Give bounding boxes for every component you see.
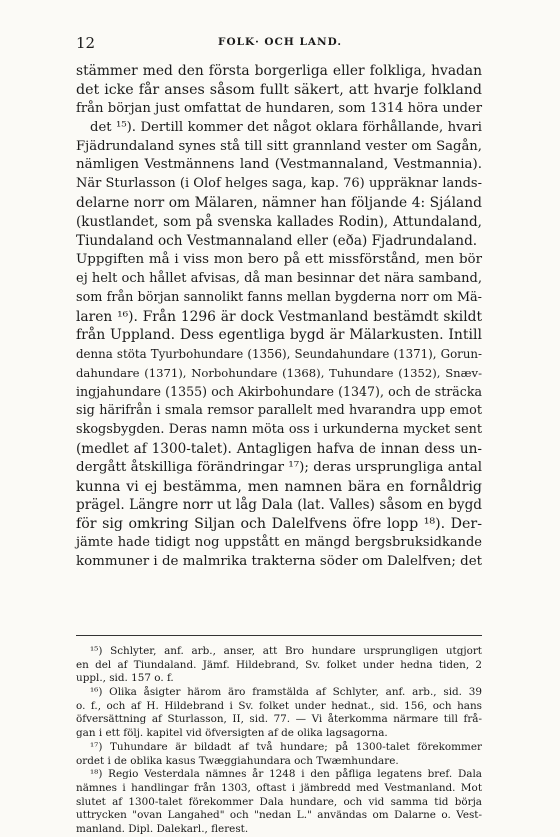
footnote-line: ¹⁷) Tuhundare är bildadt af två hundare; på 1300-talet förekommer	[90, 740, 482, 753]
body-line: (medlet af 1300-talet). Antagligen hafva de innan dess un-	[76, 440, 482, 457]
footnote-line: ¹⁶) Olika åsigter härom äro framstälda af Schlyter, anf. arb., sid. 39	[90, 686, 482, 699]
body-line: som från början sannolikt fanns mellan bygderna norr om Mä-	[76, 289, 482, 305]
body-line: kommuner i de malmrika trakterna söder om Dalelfven; det	[76, 554, 482, 570]
footnote-line: uppl., sid. 157 o. f.	[76, 672, 174, 685]
body-line: dergått åtskilliga förändringar ¹⁷); deras ursprungliga antal	[76, 459, 482, 475]
body-line: ej helt och hållet afvisas, då man besinnar det nära samband,	[76, 270, 482, 286]
footnote-line: slutet af 1300-talet förekommer Dala hundare, och vid samma tid börja	[76, 795, 482, 808]
footnotes	[76, 645, 482, 837]
body-line: skogsbygden. Deras namn möta oss i urkunderna mycket sent	[76, 421, 482, 437]
body-line: sig härifrån i smala remsor parallelt med hvarandra upp emot	[76, 403, 482, 419]
page-header	[76, 34, 484, 56]
body-text	[76, 62, 482, 572]
footnote-line: o. f., och af H. Hildebrand i Sv. folket under hednat., sid. 156, och hans	[76, 699, 482, 712]
body-line: dahundare (1371), Norbohundare (1368), Tuhundare (1352), Snæv-	[76, 366, 482, 381]
body-line: för sig omkring Siljan och Dalelfvens öfre lopp ¹⁸). Der-	[76, 516, 482, 533]
running-head: FOLK· OCH LAND.	[217, 36, 342, 48]
footnote-line: öfversättning af Sturlasson, II, sid. 77. — Vi återkomma närmare till frå-	[76, 713, 482, 726]
footnote-line: gan i ett följ. kapitel vid öfversigten af de olika lagsagorna.	[76, 727, 388, 740]
body-line: laren ¹⁶). Från 1296 är dock Vestmanland bestämdt skildt	[76, 308, 482, 325]
page-number: 12	[76, 34, 96, 52]
body-line: nämligen Vestmännens land (Vestmannaland, Vestmannia).	[76, 157, 482, 173]
body-line: När Sturlasson (i Olof helges saga, kap. 76) uppräknar lands-	[76, 176, 482, 192]
body-line: Uppgiften må i viss mon bero på ett missförstånd, men bör	[76, 251, 482, 267]
body-line: Tiundaland och Vestmannaland eller (eða) Fjadrundaland.	[76, 233, 478, 250]
body-line: delarne norr om Mälaren, nämner han följande 4: Sjáland	[76, 195, 482, 212]
body-line: denna stöta Tyurbohundare (1356), Seundahundare (1371), Gorun-	[76, 347, 482, 362]
footnote-line: manland. Dipl. Dalekarl., flerest.	[76, 822, 249, 835]
body-line: ingjahundare (1355) och Akirbohundare (1347), och de sträcka	[76, 384, 482, 400]
footnote-line: ¹⁵) Schlyter, anf. arb., anser, att Bro hundare ursprungligen utgjort	[90, 645, 482, 657]
body-line: jämte hade tidigt nog uppstått en mängd bergsbruksidkande	[76, 535, 482, 551]
footnote-line: uttrycken "ovan Langahed" och "nedan L." användas om Dalarne o. Vest-	[76, 809, 482, 822]
body-line: (kustlandet, som på svenska kallades Rodin), Attundaland,	[76, 214, 482, 231]
body-line: prägel. Längre norr ut låg Dala (lat. Valles) såsom en bygd	[76, 497, 482, 514]
body-line: Fjädrundaland synes stå till sitt grannland vester om Sagån,	[76, 138, 482, 154]
footnote-line: ¹⁸) Regio Vesterdala nämnes år 1248 i den påfliga legatens bref. Dala	[90, 768, 482, 781]
body-line: stämmer med den första borgerliga eller folkliga, hvadan	[76, 63, 482, 79]
body-line: det ¹⁵). Dertill kommer det något oklara förhållande, hvari	[90, 119, 482, 135]
footnote-divider	[76, 635, 482, 636]
body-line: kunna vi ej bestämma, men namnen bära en fornåldrig	[76, 478, 482, 495]
body-line: det icke får anses såsom fullt säkert, att hvarje folkland	[76, 81, 482, 98]
body-line: från Uppland. Dess egentliga bygd är Mälarkusten. Intill	[76, 327, 482, 344]
footnote-line: nämnes i handlingar från 1303, oftast i jämbredd med Vestmanland. Mot	[76, 781, 482, 794]
body-line: från början just omfattat de hundaren, som 1314 höra under	[76, 100, 482, 116]
footnote-line: ordet i de oblika kasus Twæggiahundara och Twæmhundare.	[76, 754, 399, 767]
footnote-line: en del af Tiundaland. Jämf. Hildebrand, Sv. folket under hedna tiden, 2	[76, 658, 482, 671]
